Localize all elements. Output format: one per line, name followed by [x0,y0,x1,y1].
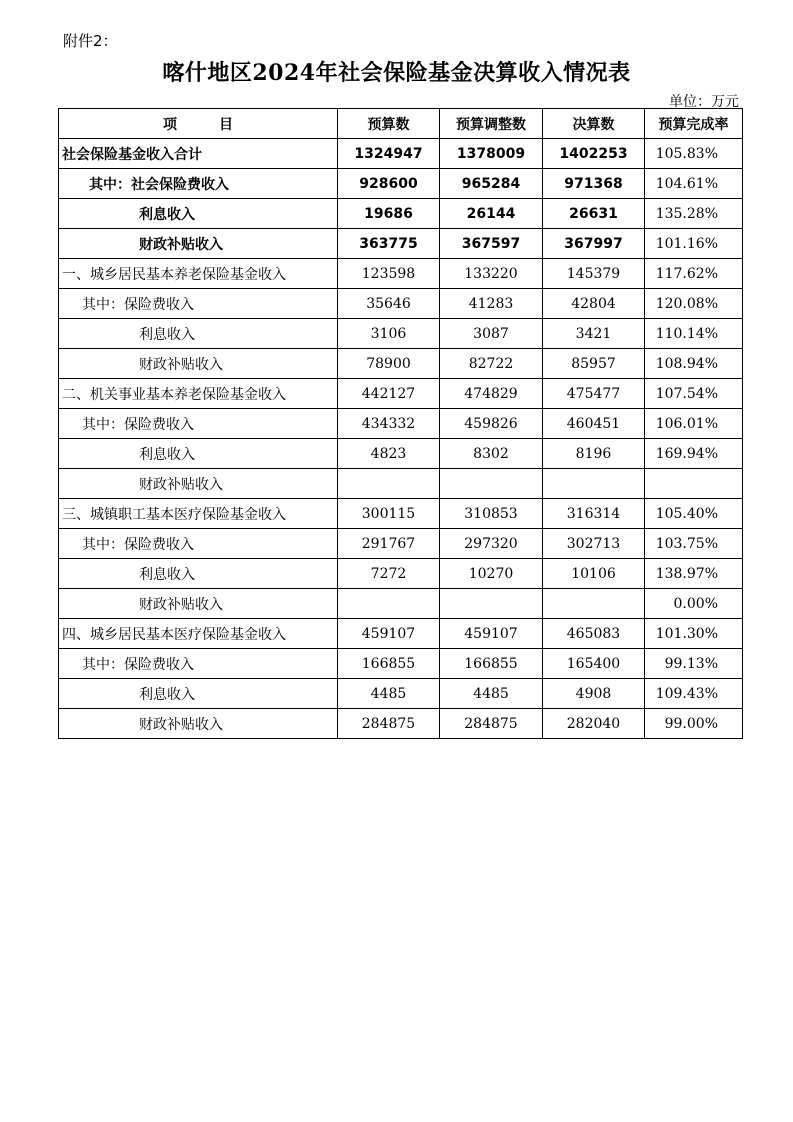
row-adjusted: 4485 [440,679,543,709]
table-row [59,709,743,739]
row-final: 145379 [543,259,645,289]
row-rate: 110.14% [645,319,743,349]
row-adjusted: 133220 [440,259,543,289]
row-final: 10106 [543,559,645,589]
table-row [59,169,743,199]
table-row [59,379,743,409]
row-adjusted: 82722 [440,349,543,379]
row-rate: 107.54% [645,379,743,409]
table-row [59,559,743,589]
table-row [59,229,743,259]
row-rate: 101.16% [645,229,743,259]
revenue-table [58,108,743,739]
row-name: 社会保险基金收入合计 [59,139,338,169]
row-adjusted: 367597 [440,229,543,259]
row-name: 一、城乡居民基本养老保险基金收入 [59,259,338,289]
row-adjusted: 297320 [440,529,543,559]
row-name: 财政补贴收入 [59,229,338,259]
table-header-row [59,109,743,139]
row-adjusted: 41283 [440,289,543,319]
table-row [59,139,743,169]
table-row [59,649,743,679]
row-rate: 101.30% [645,619,743,649]
row-budget: 123598 [338,259,440,289]
row-rate: 106.01% [645,409,743,439]
row-final: 1402253 [543,139,645,169]
header-adjusted: 预算调整数 [440,109,543,139]
row-final [543,469,645,499]
row-rate: 0.00% [645,589,743,619]
row-name: 利息收入 [59,679,338,709]
row-adjusted: 459826 [440,409,543,439]
row-name: 二、机关事业基本养老保险基金收入 [59,379,338,409]
row-name: 其中：保险费收入 [59,649,338,679]
row-adjusted: 166855 [440,649,543,679]
table-row [59,199,743,229]
row-final: 8196 [543,439,645,469]
row-rate: 108.94% [645,349,743,379]
row-name: 其中：保险费收入 [59,409,338,439]
row-final: 282040 [543,709,645,739]
row-name: 财政补贴收入 [59,589,338,619]
row-rate: 105.40% [645,499,743,529]
row-adjusted: 26144 [440,199,543,229]
row-final: 85957 [543,349,645,379]
row-name: 其中：保险费收入 [59,289,338,319]
row-name: 财政补贴收入 [59,349,338,379]
row-rate: 99.13% [645,649,743,679]
row-final: 460451 [543,409,645,439]
table-row [59,289,743,319]
attachment-label: 附件2： [63,32,118,50]
row-budget: 19686 [338,199,440,229]
row-adjusted: 310853 [440,499,543,529]
row-adjusted [440,589,543,619]
row-rate: 138.97% [645,559,743,589]
table-row [59,319,743,349]
row-name: 财政补贴收入 [59,709,338,739]
row-name: 利息收入 [59,559,338,589]
row-final: 971368 [543,169,645,199]
row-name: 三、城镇职工基本医疗保险基金收入 [59,499,338,529]
row-adjusted [440,469,543,499]
row-final: 3421 [543,319,645,349]
row-rate: 109.43% [645,679,743,709]
row-adjusted: 474829 [440,379,543,409]
row-budget: 166855 [338,649,440,679]
row-budget: 3106 [338,319,440,349]
row-budget: 459107 [338,619,440,649]
row-name: 其中：社会保险费收入 [59,169,338,199]
row-adjusted: 3087 [440,319,543,349]
row-name: 利息收入 [59,199,338,229]
row-final: 302713 [543,529,645,559]
row-rate: 117.62% [645,259,743,289]
row-adjusted: 459107 [440,619,543,649]
row-budget: 434332 [338,409,440,439]
row-final: 42804 [543,289,645,319]
row-final: 316314 [543,499,645,529]
row-adjusted: 965284 [440,169,543,199]
header-item: 项 目 [59,109,338,139]
row-rate: 135.28% [645,199,743,229]
row-rate: 104.61% [645,169,743,199]
row-budget: 35646 [338,289,440,319]
row-budget [338,469,440,499]
row-rate: 169.94% [645,439,743,469]
row-rate: 105.83% [645,139,743,169]
row-budget: 4823 [338,439,440,469]
row-budget: 928600 [338,169,440,199]
row-rate: 120.08% [645,289,743,319]
row-adjusted: 1378009 [440,139,543,169]
row-final: 367997 [543,229,645,259]
table-row [59,259,743,289]
row-final: 475477 [543,379,645,409]
header-budget: 预算数 [338,109,440,139]
row-name: 四、城乡居民基本医疗保险基金收入 [59,619,338,649]
table-row [59,349,743,379]
row-final: 26631 [543,199,645,229]
row-budget: 284875 [338,709,440,739]
row-rate [645,469,743,499]
row-budget: 442127 [338,379,440,409]
table-row [59,439,743,469]
table-row [59,619,743,649]
row-rate: 103.75% [645,529,743,559]
row-budget: 300115 [338,499,440,529]
row-budget [338,589,440,619]
row-name: 利息收入 [59,439,338,469]
row-name: 其中：保险费收入 [59,529,338,559]
unit-label: 单位：万元 [669,94,739,110]
row-final: 465083 [543,619,645,649]
row-rate: 99.00% [645,709,743,739]
table-row [59,469,743,499]
row-name: 财政补贴收入 [59,469,338,499]
table-row [59,529,743,559]
row-adjusted: 8302 [440,439,543,469]
row-adjusted: 10270 [440,559,543,589]
table-row [59,499,743,529]
table-row [59,589,743,619]
row-budget: 4485 [338,679,440,709]
row-budget: 363775 [338,229,440,259]
row-budget: 291767 [338,529,440,559]
row-budget: 78900 [338,349,440,379]
header-rate: 预算完成率 [645,109,743,139]
row-budget: 1324947 [338,139,440,169]
row-name: 利息收入 [59,319,338,349]
row-budget: 7272 [338,559,440,589]
row-final: 165400 [543,649,645,679]
row-final [543,589,645,619]
table-row [59,409,743,439]
table-row [59,679,743,709]
row-adjusted: 284875 [440,709,543,739]
header-final: 决算数 [543,109,645,139]
row-final: 4908 [543,679,645,709]
page-title: 喀什地区2024年社会保险基金决算收入情况表 [162,60,631,86]
